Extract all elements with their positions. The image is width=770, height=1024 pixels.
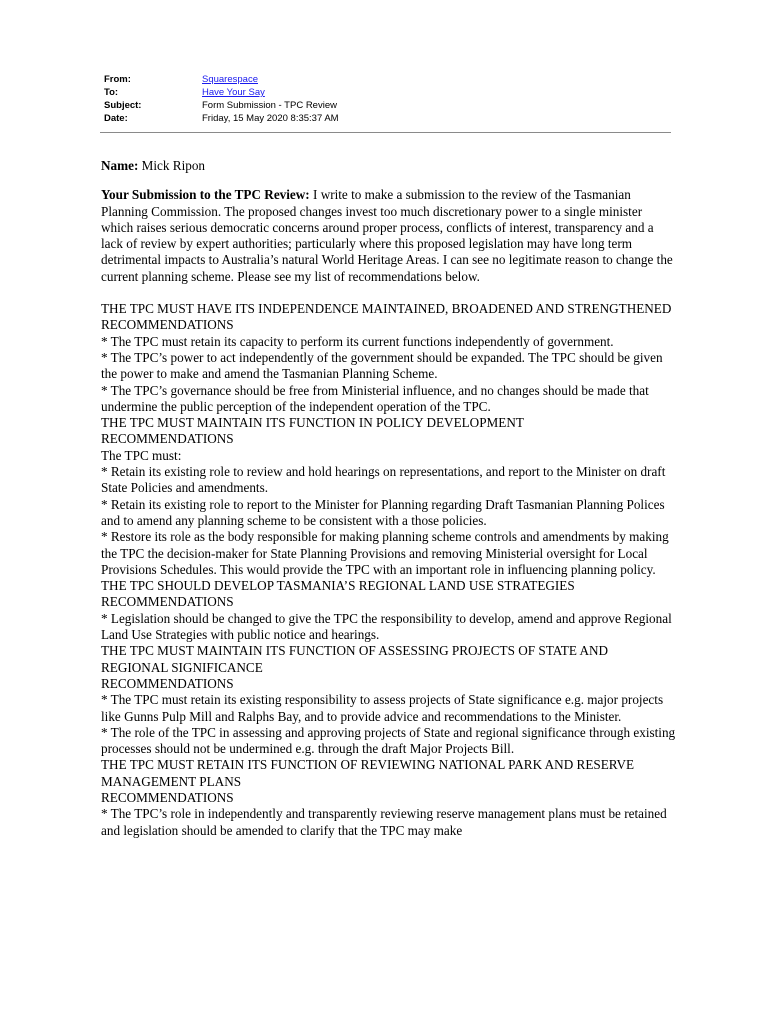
list-intro: The TPC must: — [101, 447, 182, 463]
from-row — [104, 73, 672, 86]
header-divider — [100, 132, 671, 133]
recommendations-label: RECOMMENDATIONS — [101, 317, 234, 333]
recommendation-item: * Restore its role as the body responsible for making planning scheme controls and amendments by making the TPC the decision-maker for State Planning Provisions and removing Ministerial oversight for Local Provisions Schedules. This would provide the TPC with an important role in influencing planning policy. — [101, 529, 669, 577]
recommendation-item: * The TPC’s governance should be free from Ministerial influence, and no changes should be made that undermine the public perception of the independent operation of the TPC. — [101, 382, 649, 414]
from-label: From: — [104, 74, 131, 85]
recommendation-item: * The role of the TPC in assessing and approving projects of State and regional significance through existing processes should not be undermined e.g. through the draft Major Projects Bill. — [101, 724, 676, 757]
recommendation-item: * Legislation should be changed to give the TPC the responsibility to develop, amend and approve Regional Land Use Strategies with public notice and hearings. — [101, 610, 672, 643]
to-row — [104, 86, 672, 99]
date-row — [104, 112, 672, 125]
intro-label: Your Submission to the TPC Review: — [101, 187, 310, 203]
email-header — [104, 73, 672, 125]
recommendation-item: * The TPC’s role in independently and transparently reviewing reserve management plans must be retained and legislation should be amended to clarify that the TPC may make — [101, 806, 667, 838]
recommendation-item: * Retain its existing role to report to the Minister for Planning regarding Draft Tasmanian Planning Polices and to amend any planning scheme to be consistent with a those policies. — [101, 496, 665, 528]
from-link[interactable]: Squarespace — [202, 74, 258, 85]
recommendation-item: * The TPC’s power to act independently of the government should be expanded. The TPC should be given the power to make and amend the Tasmanian Planning Scheme. — [101, 349, 663, 382]
recommendations-label: RECOMMENDATIONS — [101, 594, 234, 610]
recommendations-label: RECOMMENDATIONS — [101, 675, 234, 691]
email-body — [101, 158, 676, 839]
to-label: To: — [104, 87, 119, 98]
recommendations-label: RECOMMENDATIONS — [101, 789, 234, 805]
section-heading: THE TPC MUST RETAIN ITS FUNCTION OF REVIEWING NATIONAL PARK AND RESERVE MANAGEMENT PLANS — [101, 757, 635, 789]
recommendation-item: * The TPC must retain its existing responsibility to assess projects of State significance e.g. major projects like Gunns Pulp Mill and Ralphs Bay, and to provide advice and recommendations to the Minister. — [101, 692, 664, 724]
date-value: Friday, 15 May 2020 8:35:37 AM — [202, 113, 339, 124]
intro-paragraph — [101, 187, 676, 285]
name-value: Mick Ripon — [141, 158, 206, 173]
section-heading: THE TPC MUST HAVE ITS INDEPENDENCE MAINTAINED, BROADENED AND STRENGTHENED — [101, 301, 672, 317]
name-line — [101, 158, 676, 174]
recommendations-label: RECOMMENDATIONS — [101, 431, 234, 447]
to-link[interactable]: Have Your Say — [202, 87, 265, 98]
date-label: Date: — [104, 113, 128, 124]
subject-value: Form Submission - TPC Review — [202, 100, 337, 111]
section-heading: THE TPC MUST MAINTAIN ITS FUNCTION OF ASSESSING PROJECTS OF STATE AND REGIONAL SIGNIFICANCE — [101, 643, 609, 675]
name-label: Name: — [101, 158, 139, 173]
subject-label: Subject: — [104, 100, 142, 111]
section-heading: THE TPC SHOULD DEVELOP TASMANIA’S REGIONAL LAND USE STRATEGIES — [101, 578, 575, 594]
recommendation-item: * The TPC must retain its capacity to perform its current functions independently of government. — [101, 333, 614, 349]
subject-row — [104, 99, 672, 112]
recommendation-item: * Retain its existing role to review and hold hearings on representations, and report to the Minister on draft State Policies and amendments. — [101, 464, 666, 496]
section-heading: THE TPC MUST MAINTAIN ITS FUNCTION IN POLICY DEVELOPMENT — [101, 415, 524, 431]
intro-text: I write to make a submission to the review of the Tasmanian Planning Commission. The proposed changes invest too much discretionary power to a single minister which raises serious democratic concerns around proper process, conflicts of interest, transparency and a lack of review by expert authorities; particularly where this proposed legislation may have long term detrimental impacts to Australia’s natural World Heritage Areas. I can see no legitimate reason to change the current planning scheme. Please see my list of recommendations below. — [101, 187, 673, 284]
